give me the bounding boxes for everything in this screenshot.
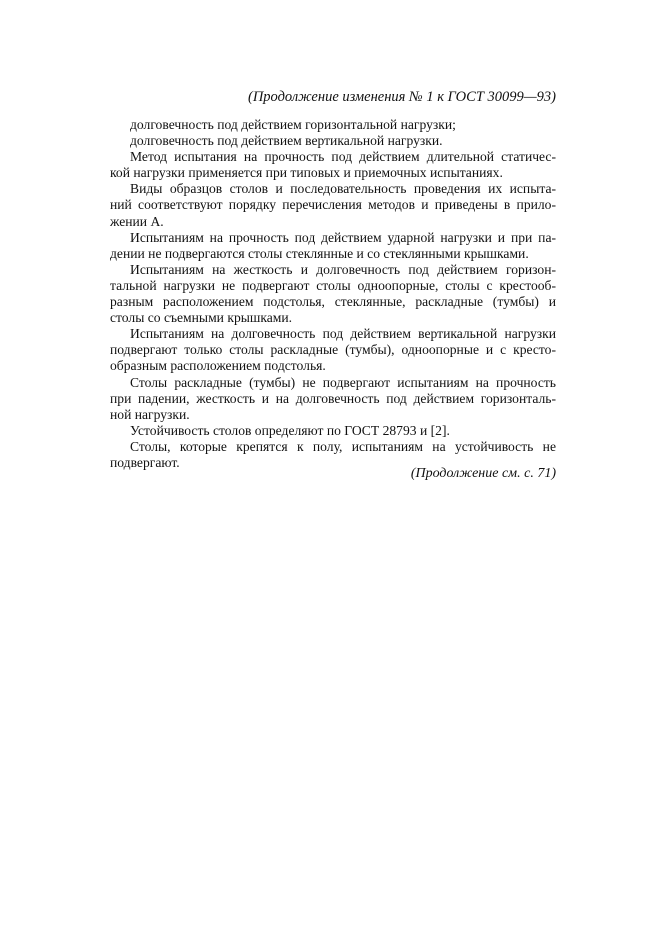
text-line: Устойчивость столов определяют по ГОСТ 28793 и [2]. [130,422,450,438]
text-line: ной нагрузки. [110,406,190,422]
running-header: (Продолжение изменения № 1 к ГОСТ 30099—93) [247,89,556,105]
text-line: ний соответствуют порядку перечисления методов и приведены в прило- [110,197,556,213]
text-line: Столы раскладные (тумбы) не подвергают испытаниям на прочность [130,374,556,390]
paragraph [110,117,556,133]
text-line: Метод испытания на прочность под действием длительной статичес- [130,149,556,165]
paragraph [110,326,556,374]
text-line: тальной нагрузки не подвергают столы одноопорные, столы с крестооб- [110,277,556,293]
text-line: долговечность под действием горизонтальной нагрузки; [130,117,456,132]
text-line: долговечность под действием вертикальной нагрузки. [130,133,443,149]
text-line: разным расположением подстолья, стеклянные, раскладные (тумбы) и [110,294,556,310]
text-line: Виды образцов столов и последовательность проведения их испыта- [130,181,556,197]
body-text [110,117,556,471]
paragraph [110,375,556,423]
text-line: подвергают только столы раскладные (тумбы), одноопорные и с кресто- [110,342,556,358]
text-line: кой нагрузки применяется при типовых и приемочных испытаниях. [110,165,503,181]
paragraph [110,149,556,181]
paragraph [110,181,556,229]
text-line: Испытаниям на прочность под действием ударной нагрузки и при па- [130,229,556,245]
paragraph [110,423,556,439]
paragraph [110,262,556,326]
paragraph [110,133,556,149]
paragraph [110,230,556,262]
text-line: подвергают. [110,454,180,470]
text-line: жении А. [110,213,164,229]
text-line: столы со съемными крышками. [110,310,293,326]
text-line: дении не подвергаются столы стеклянные и со стеклянными крышками. [110,245,529,261]
text-line: при падении, жесткость и на долговечность под действием горизонталь- [110,390,556,406]
text-line: Испытаниям на жесткость и долговечность под действием горизон- [130,261,556,277]
text-line: Столы, которые крепятся к полу, испытаниям на устойчивость не [130,438,556,454]
text-line: образным расположением подстолья. [110,358,326,374]
text-line: Испытаниям на долговечность под действием вертикальной нагрузки [130,326,556,342]
continuation-note: (Продолжение см. с. 71) [410,466,556,481]
